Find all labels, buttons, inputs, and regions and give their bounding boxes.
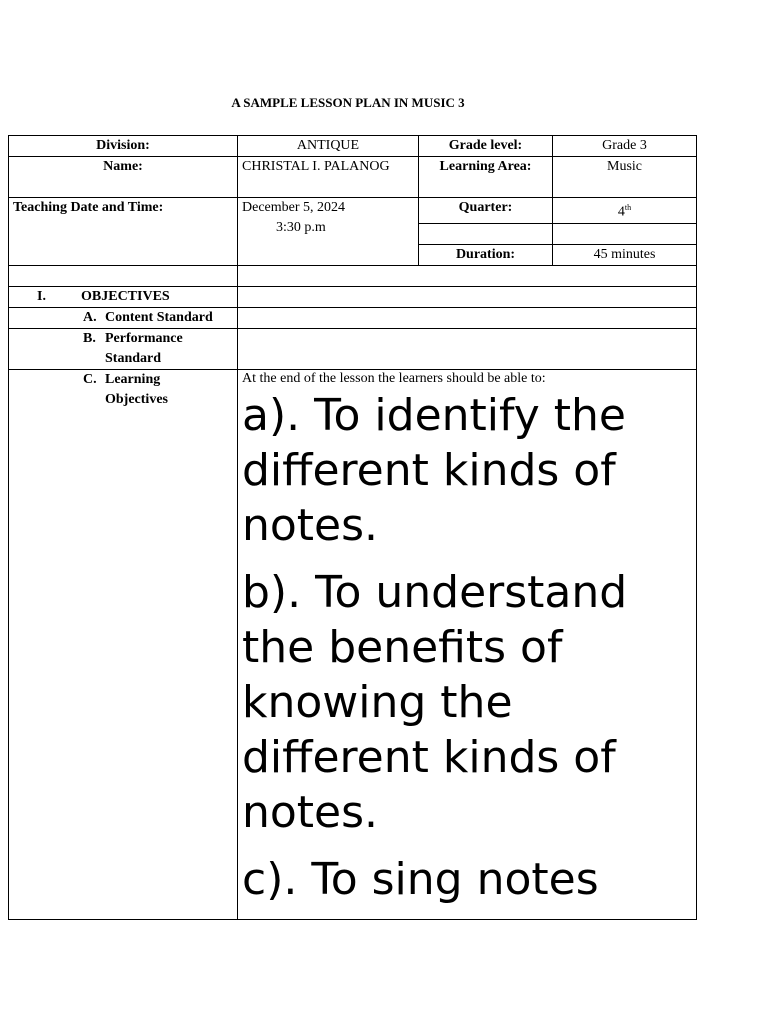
content-standard-label: Content Standard <box>105 309 213 325</box>
performance-standard-row <box>9 328 697 369</box>
name-row <box>9 157 697 198</box>
objectives-heading <box>9 286 238 307</box>
division-label: Division: <box>9 136 238 157</box>
grade-level-label: Grade level: <box>419 136 553 157</box>
learning-objectives-label: Learning Objectives <box>105 371 168 407</box>
blank-cell <box>9 265 238 286</box>
section-title: OBJECTIVES <box>81 288 170 304</box>
name-label: Name: <box>9 157 238 198</box>
quarter-value: 4 <box>617 204 625 220</box>
blank-cell <box>238 328 697 369</box>
teaching-date-cell <box>238 198 419 266</box>
division-row <box>9 136 697 157</box>
objectives-list <box>242 388 692 907</box>
grade-level-value: Grade 3 <box>553 136 697 157</box>
lesson-plan-table <box>8 135 697 920</box>
blank-cell <box>553 223 697 244</box>
objectives-lead: At the end of the lesson the learners should be able to: <box>242 370 546 386</box>
learning-objectives-cell <box>9 369 238 919</box>
learning-objectives-row <box>9 369 697 919</box>
performance-standard-label: Performance Standard <box>105 330 183 366</box>
teaching-time-value: 3:30 p.m <box>276 220 326 235</box>
name-value: CHRISTAL I. PALANOG <box>238 157 419 198</box>
duration-label: Duration: <box>419 244 553 265</box>
objective-item: a). To identify the different kinds of notes. <box>242 389 626 551</box>
section-number: I. <box>37 288 46 304</box>
blank-cell <box>238 265 697 286</box>
teaching-date-value: December 5, 2024 <box>242 200 346 215</box>
blank-cell <box>238 286 697 307</box>
list-letter: A. <box>83 309 97 325</box>
list-letter: B. <box>83 330 96 346</box>
objective-item: b). To understand the benefits of knowing the different kinds of notes. <box>242 566 628 838</box>
duration-value: 45 minutes <box>553 244 697 265</box>
learning-area-value: Music <box>553 157 697 198</box>
objective-item: c). To sing notes <box>242 853 599 905</box>
learning-objectives-content <box>238 369 697 919</box>
spacer-row <box>9 265 697 286</box>
content-standard-row <box>9 307 697 328</box>
learning-area-label: Learning Area: <box>419 157 553 198</box>
blank-cell <box>419 223 553 244</box>
list-letter: C. <box>83 371 97 387</box>
document-title: A SAMPLE LESSON PLAN IN MUSIC 3 <box>231 95 465 110</box>
division-value: ANTIQUE <box>238 136 419 157</box>
objectives-row <box>9 286 697 307</box>
teaching-date-label: Teaching Date and Time: <box>9 198 238 266</box>
quarter-cell <box>553 198 697 224</box>
performance-standard-cell <box>9 328 238 369</box>
date-row <box>9 198 697 224</box>
blank-cell <box>238 307 697 328</box>
content-standard-cell <box>9 307 238 328</box>
quarter-label: Quarter: <box>419 198 553 224</box>
quarter-suffix: th <box>624 203 632 212</box>
